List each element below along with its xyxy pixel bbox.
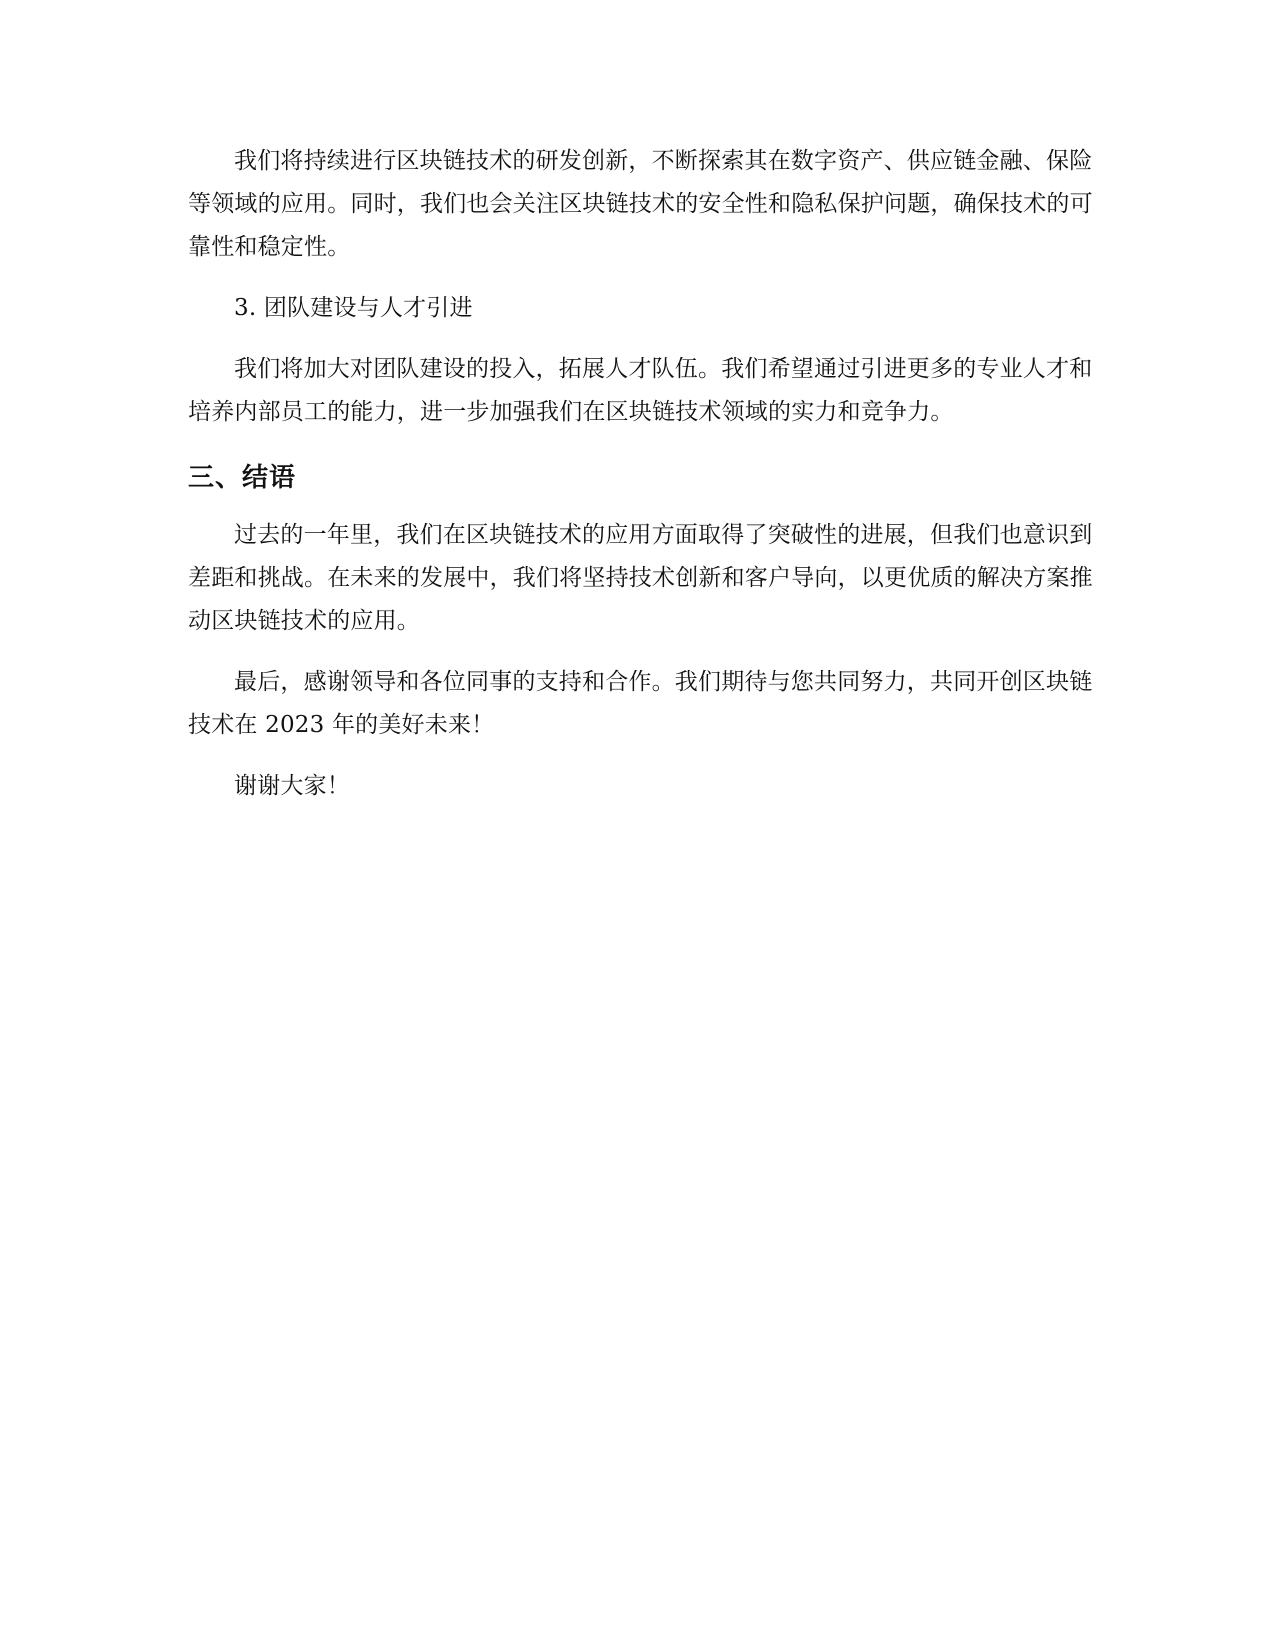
paragraph-team-investment: 我们将加大对团队建设的投入，拓展人才队伍。我们希望通过引进更多的专业人才和培养内部员工的能力，进一步加强我们在区块链技术领域的实力和竞争力。	[188, 356, 1093, 425]
paragraph-past-year: 过去的一年里，我们在区块链技术的应用方面取得了突破性的进展，但我们也意识到差距和挑战。在未来的发展中，我们将坚持技术创新和客户导向，以更优质的解决方案推动区块链技术的应用。	[188, 522, 1093, 634]
paragraph-closing: 谢谢大家！	[234, 773, 350, 799]
paragraph-thanks: 最后，感谢领导和各位同事的支持和合作。我们期待与您共同努力，共同开创区块链技术在 2023 年的美好未来！	[188, 669, 1093, 738]
subheading-team-building: 3. 团队建设与人才引进	[234, 295, 473, 321]
paragraph-rd-innovation: 我们将持续进行区块链技术的研发创新，不断探索其在数字资产、供应链金融、保险等领域的应用。同时，我们也会关注区块链技术的安全性和隐私保护问题，确保技术的可靠性和稳定性。	[188, 148, 1093, 260]
document-body	[188, 140, 1093, 808]
section-heading-conclusion: 三、结语	[188, 463, 297, 493]
